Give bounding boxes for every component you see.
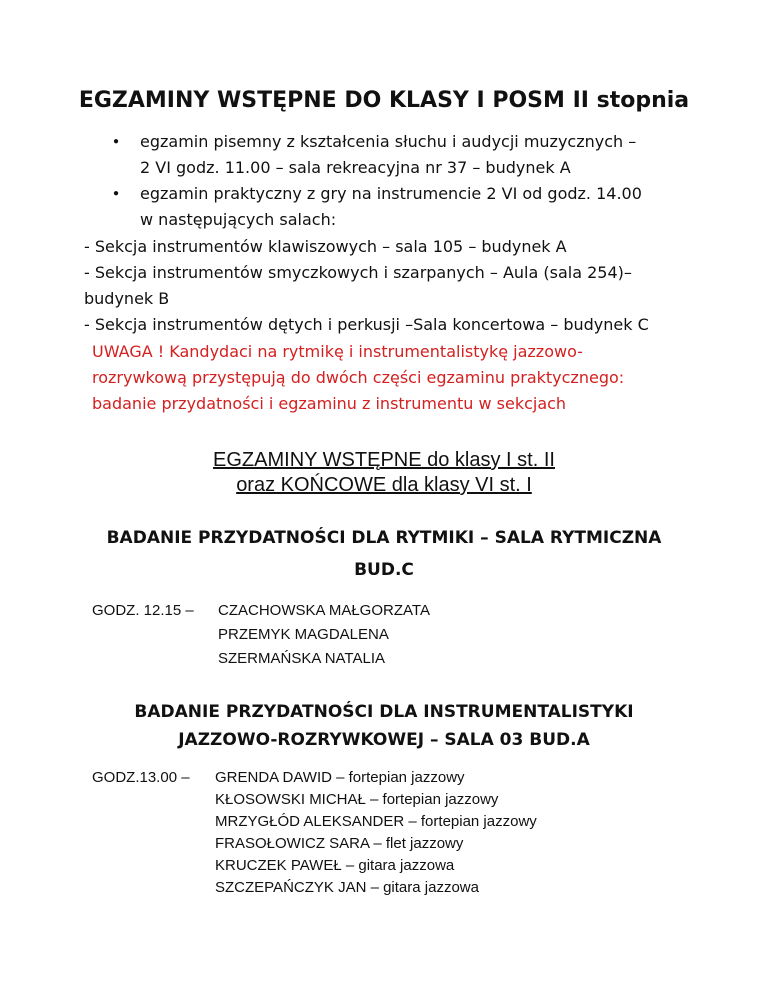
bullet-dot: ● [113,136,120,147]
rytmika-name: SZERMAŃSKA NATALIA [218,650,385,667]
section-winds: - Sekcja instrumentów dętych i perkusji –Sala koncertowa – budynek C [84,315,649,334]
jazz-entry: FRASOŁOWICZ SARA – flet jazzowy [215,835,464,852]
bullet-1-line2: 2 VI godz. 11.00 – sala rekreacyjna nr 37 – budynek A [140,158,571,177]
rytmika-name: PRZEMYK MAGDALENA [218,626,389,643]
exam-heading-line1 [0,448,768,472]
bullet-2-line2: w następujących salach: [140,210,337,229]
warning-line-3: badanie przydatności i egzaminu z instrumentu w sekcjach [92,394,567,413]
section-strings: - Sekcja instrumentów smyczkowych i szarpanych – Aula (sala 254)– [84,263,632,282]
rytmika-heading-line2: BUD.C [354,560,414,580]
jazz-time: GODZ.13.00 – [92,769,190,786]
jazz-entry: KRUCZEK PAWEŁ – gitara jazzowa [215,857,455,874]
exam-heading-line1-text: EGZAMINY WSTĘPNE do klasy I st. II [213,449,555,471]
warning-line-2: rozrywkową przystępują do dwóch części egzaminu praktycznego: [92,368,625,387]
bullet-2-line1: egzamin praktyczny z gry na instrumencie 2 VI od godz. 14.00 [140,184,642,203]
rytmika-time: GODZ. 12.15 – [92,602,194,619]
jazz-entry: MRZYGŁÓD ALEKSANDER – fortepian jazzowy [215,813,537,830]
bullet-1-line1: egzamin pisemny z kształcenia słuchu i audycji muzycznych – [140,132,637,151]
bullet-dot: ● [113,188,120,199]
jazz-entry: SZCZEPAŃCZYK JAN – gitara jazzowa [215,879,479,896]
jazz-entry: KŁOSOWSKI MICHAŁ – fortepian jazzowy [215,791,499,808]
jazz-heading-line2: JAZZOWO-ROZRYWKOWEJ – SALA 03 BUD.A [178,730,590,750]
jazz-entry: GRENDA DAWID – fortepian jazzowy [215,769,465,786]
jazz-heading-line1: BADANIE PRZYDATNOŚCI DLA INSTRUMENTALISTYKI [134,702,634,722]
page-title: EGZAMINY WSTĘPNE DO KLASY I POSM II stopnia [78,88,690,113]
rytmika-name: CZACHOWSKA MAŁGORZATA [218,602,430,619]
rytmika-heading-line1: BADANIE PRZYDATNOŚCI DLA RYTMIKI – SALA RYTMICZNA [106,528,662,548]
section-keyboard: - Sekcja instrumentów klawiszowych – sala 105 – budynek A [84,237,567,256]
warning-line-1: UWAGA ! Kandydaci na rytmikę i instrumentalistykę jazzowo- [92,342,583,361]
section-strings-building: budynek B [84,289,170,308]
exam-heading-line2-text: oraz KOŃCOWE dla klasy VI st. I [236,474,532,496]
exam-heading-line2 [0,473,768,497]
